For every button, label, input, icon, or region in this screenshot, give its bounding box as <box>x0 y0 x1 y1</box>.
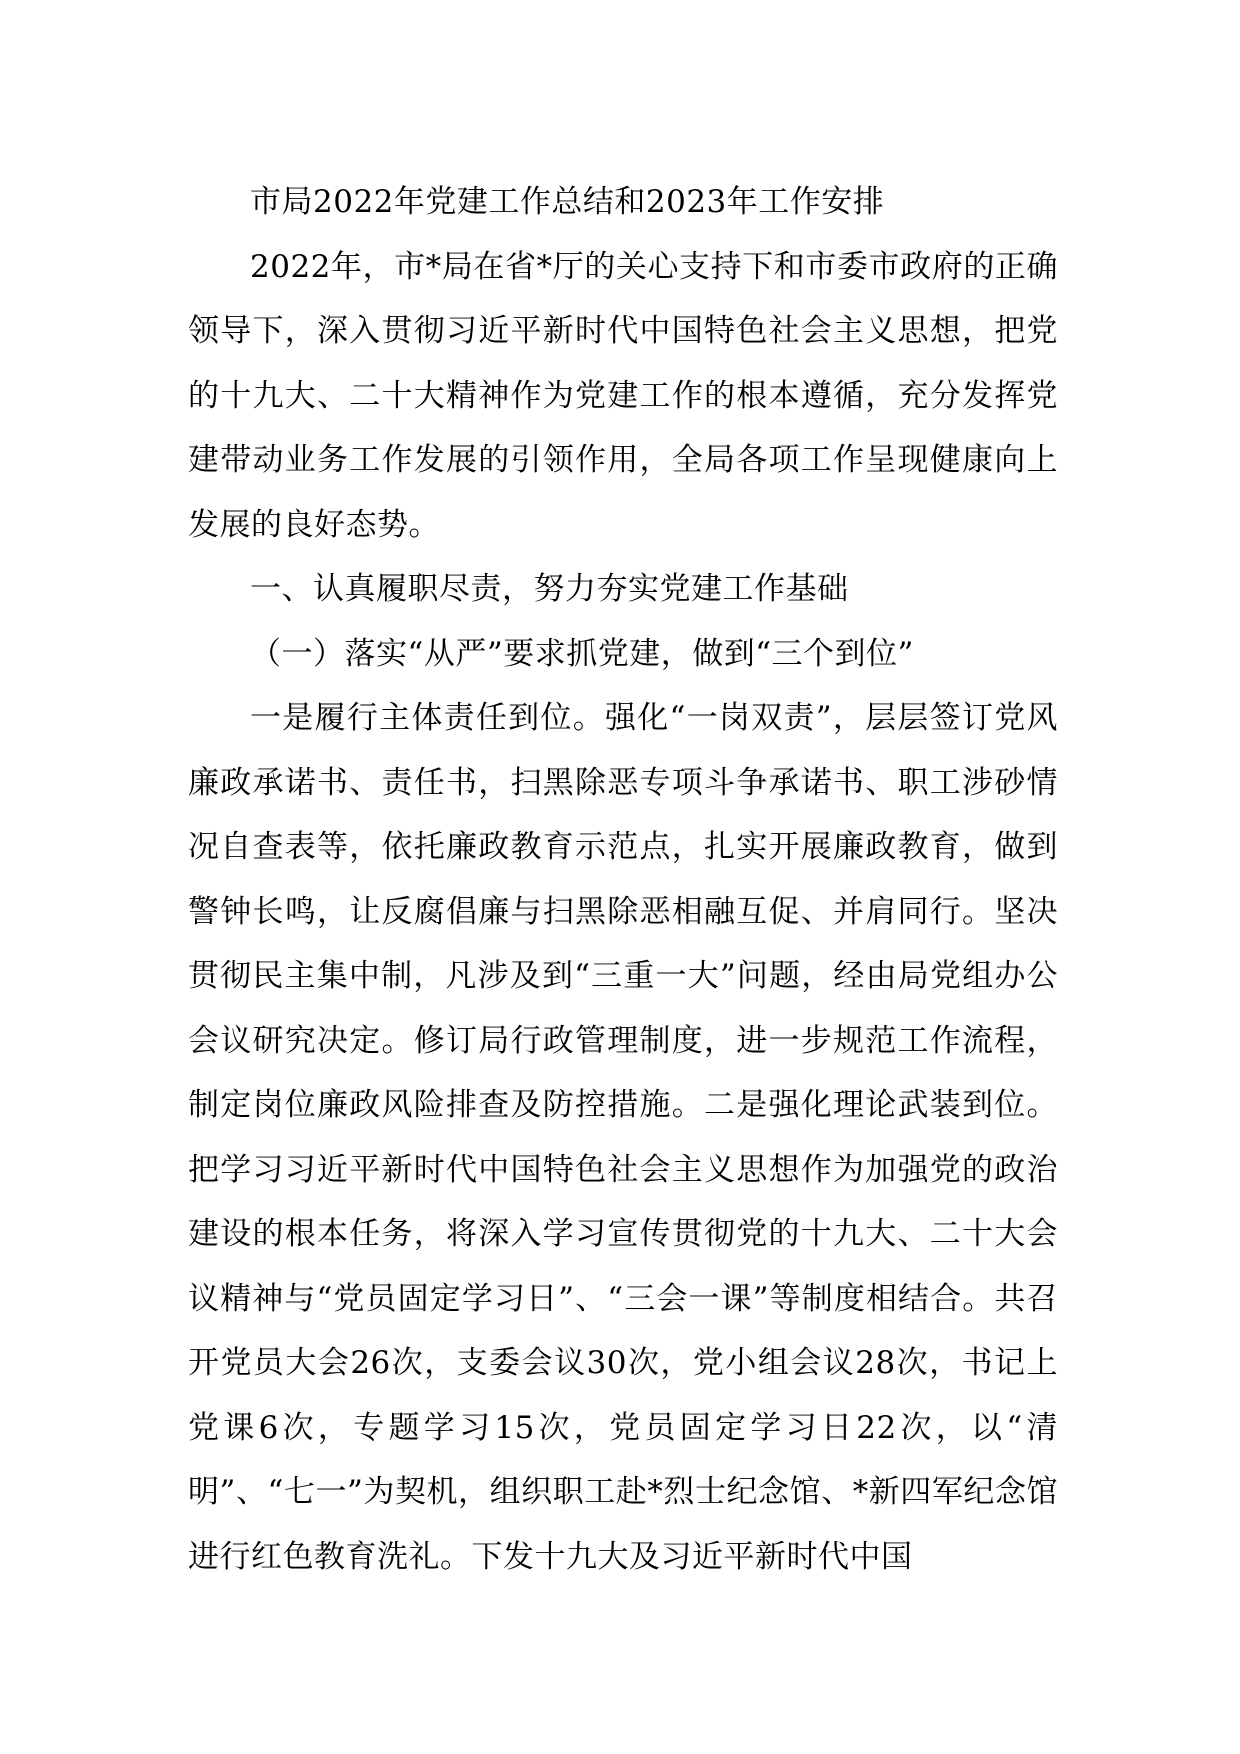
intro-paragraph: 2022年，市*局在省*厅的关心支持下和市委市政府的正确领导下，深入贯彻习近平新时代中国特色社会主义思想，把党的十九大、二十大精神作为党建工作的根本遵循，充分发挥党建带动业务工作发展的引领作用，全局各项工作呈现健康向上发展的良好态势。 <box>188 248 1058 543</box>
subsection-1-heading: （一）落实“从严”要求抓党建，做到“三个到位” <box>250 635 914 672</box>
subsection-1-paragraph: 一是履行主体责任到位。强化“一岗双责”，层层签订党风廉政承诺书、责任书，扫黑除恶专项斗争承诺书、职工涉砂情况自查表等，依托廉政教育示范点，扎实开展廉政教育，做到警钟长鸣，让反腐倡廉与扫黑除恶相融互促、并肩同行。坚决贯彻民主集中制，凡涉及到“三重一大”问题，经由局党组办公会议研究决定。修订局行政管理制度，进一步规范工作流程，制定岗位廉政风险排查及防控措施。二是强化理论武装到位。把学习习近平新时代中国特色社会主义思想作为加强党的政治建设的根本任务，将深入学习宣传贯彻党的十九大、二十大会议精神与“党员固定学习日”、“三会一课”等制度相结合。共召开党员大会26次，支委会议30次，党小组会议28次，书记上党课6次，专题学习15次，党员固定学习日22次，以“清明”、“七一”为契机，组织职工赴*烈士纪念馆、*新四军纪念馆进行红色教育洗礼。下发十九大及习近平新时代中国 <box>188 700 1058 1575</box>
document-body <box>188 170 1058 1589</box>
document-title: 市局2022年党建工作总结和2023年工作安排 <box>250 184 885 220</box>
section-1-heading: 一、认真履职尽责，努力夯实党建工作基础 <box>250 571 849 607</box>
